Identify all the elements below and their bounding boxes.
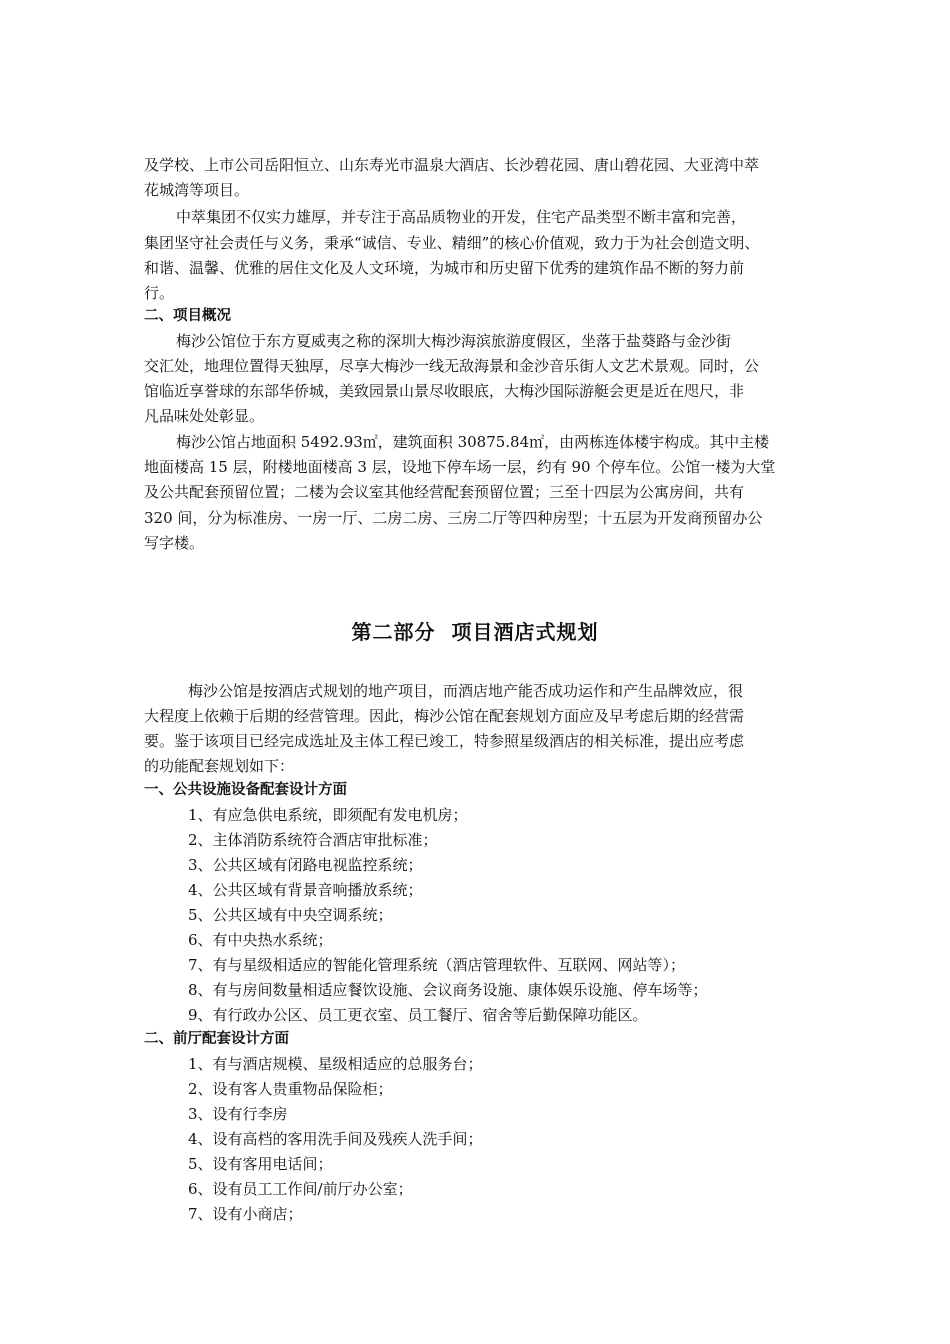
paragraph-line: 梅沙公馆是按酒店式规划的地产项目，而酒店地产能否成功运作和产生品牌效应，很 bbox=[188, 682, 744, 700]
section-heading: 二、前厅配套设计方面 bbox=[144, 1031, 289, 1047]
paragraph-line: 凡品味处处彰显。 bbox=[144, 407, 265, 425]
list-item: 1、有应急供电系统，即须配有发电机房； bbox=[188, 806, 468, 824]
list-item: 6、设有员工工作间/前厅办公室； bbox=[188, 1180, 413, 1198]
paragraph-line: 梅沙公馆占地面积 5492.93㎡，建筑面积 30875.84㎡，由两栋连体楼宇构成。其中主楼 bbox=[176, 433, 770, 451]
list-item: 2、设有客人贵重物品保险柜； bbox=[188, 1080, 393, 1098]
list-item: 3、设有行李房 bbox=[188, 1105, 288, 1123]
list-item: 7、有与星级相适应的智能化管理系统（酒店管理软件、互联网、网站等）； bbox=[188, 956, 686, 974]
paragraph-line: 行。 bbox=[144, 284, 175, 302]
part-title: 第二部分 项目酒店式规划 bbox=[351, 620, 599, 644]
paragraph-line: 要。鉴于该项目已经完成选址及主体工程已竣工，特参照星级酒店的相关标准，提出应考虑 bbox=[144, 732, 745, 750]
list-item: 5、公共区域有中央空调系统； bbox=[188, 906, 393, 924]
list-item: 4、公共区域有背景音响播放系统； bbox=[188, 881, 423, 899]
paragraph-line: 及学校、上市公司岳阳恒立、山东寿光市温泉大酒店、长沙碧花园、唐山碧花园、大亚湾中萃 bbox=[144, 156, 760, 174]
paragraph-line: 和谐、温馨、优雅的居住文化及人文环境，为城市和历史留下优秀的建筑作品不断的努力前 bbox=[144, 259, 745, 277]
paragraph-line: 馆临近享誉球的东部华侨城，美致园景山景尽收眼底，大梅沙国际游艇会更是近在咫尺，非 bbox=[144, 382, 745, 400]
paragraph-line: 写字楼。 bbox=[144, 534, 205, 552]
paragraph-line: 大程度上依赖于后期的经营管理。因此，梅沙公馆在配套规划方面应及早考虑后期的经营需 bbox=[144, 707, 745, 725]
list-item: 8、有与房间数量相适应餐饮设施、会议商务设施、康体娱乐设施、停车场等； bbox=[188, 981, 708, 999]
paragraph-line: 320 间，分为标准房、一房一厅、二房二房、三房二厅等四种房型；十五层为开发商预留办公 bbox=[144, 509, 763, 527]
paragraph-line: 中萃集团不仅实力雄厚，并专注于高品质物业的开发，住宅产品类型不断丰富和完善， bbox=[176, 208, 747, 226]
list-item: 5、设有客用电话间； bbox=[188, 1155, 333, 1173]
paragraph-line: 交汇处，地理位置得天独厚，尽享大梅沙一线无敌海景和金沙音乐街人文艺术景观。同时，公 bbox=[144, 357, 760, 375]
list-item: 9、有行政办公区、员工更衣室、员工餐厅、宿舍等后勤保障功能区。 bbox=[188, 1006, 648, 1024]
paragraph-line: 集团坚守社会责任与义务，秉承“诚信、专业、精细”的核心价值观，致力于为社会创造文明、 bbox=[144, 234, 760, 252]
list-item: 6、有中央热水系统； bbox=[188, 931, 333, 949]
list-item: 3、公共区域有闭路电视监控系统； bbox=[188, 856, 423, 874]
paragraph-line: 地面楼高 15 层，附楼地面楼高 3 层，设地下停车场一层，约有 90 个停车位。公馆一楼为大堂 bbox=[144, 458, 776, 476]
list-item: 4、设有高档的客用洗手间及残疾人洗手间； bbox=[188, 1130, 483, 1148]
paragraph-line: 梅沙公馆位于东方夏威夷之称的深圳大梅沙海滨旅游度假区，坐落于盐葵路与金沙街 bbox=[176, 332, 732, 350]
paragraph-line: 花城湾等项目。 bbox=[144, 181, 250, 199]
list-item: 2、主体消防系统符合酒店审批标准； bbox=[188, 831, 438, 849]
section-heading: 一、公共设施设备配套设计方面 bbox=[144, 782, 347, 798]
section-heading: 二、项目概况 bbox=[144, 308, 231, 324]
list-item: 1、有与酒店规模、星级相适应的总服务台； bbox=[188, 1055, 483, 1073]
paragraph-line: 及公共配套预留位置；二楼为会议室其他经营配套预留位置；三至十四层为公寓房间，共有 bbox=[144, 483, 745, 501]
paragraph-line: 的功能配套规划如下： bbox=[144, 757, 295, 775]
list-item: 7、设有小商店； bbox=[188, 1205, 303, 1223]
